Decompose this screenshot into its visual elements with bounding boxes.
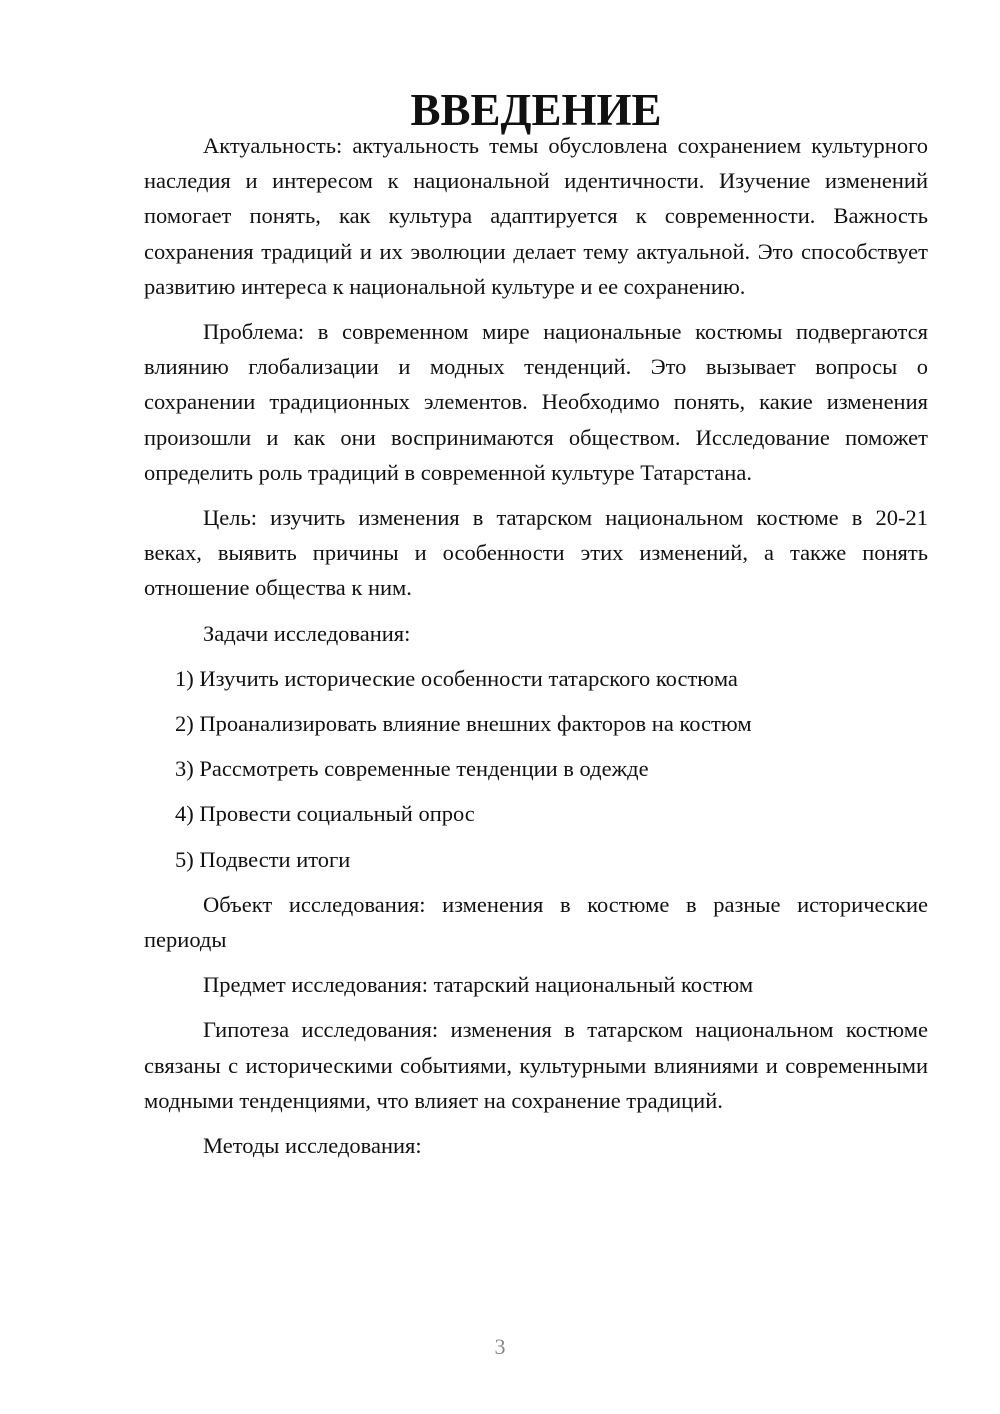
paragraph-hypothesis: Гипотеза исследования: изменения в татарском национальном костюме связаны с историческими событиями, культурными влияниями и современными модными тенденциями, что влияет на сохранение традиций.: [144, 1017, 928, 1113]
paragraph-subject: Предмет исследования: татарский национальный костюм: [203, 972, 754, 998]
paragraph-problem: Проблема: в современном мире национальные костюмы подвергаются влиянию глобализации и модных тенденций. Это вызывает вопросы о сохранении традиционных элементов. Необходимо понять, какие изменения произошли и как они воспринимаются обществом. Исследование поможет определить роль традиций в современной культуре Татарстана.: [144, 319, 928, 485]
paragraph-tasks-heading: Задачи исследования:: [203, 620, 411, 646]
tasks-list: [144, 661, 928, 877]
paragraph-methods-heading: Методы исследования:: [203, 1133, 422, 1159]
list-item: 4) Провести социальный опрос: [175, 801, 475, 827]
section-title: ВВЕДЕНИЕ: [410, 85, 662, 135]
list-item: 5) Подвести итоги: [175, 846, 351, 872]
paragraph-relevance: Актуальность: актуальность темы обусловлена сохранением культурного наследия и интересом к национальной идентичности. Изучение изменений помогает понять, как культура адаптируется к современности. Важность сохранения традиций и их эволюции делает тему актуальной. Это способствует развитию интереса к национальной культуре и ее сохранению.: [144, 133, 928, 299]
list-item: 3) Рассмотреть современные тенденции в одежде: [175, 756, 649, 782]
list-item: 1) Изучить исторические особенности татарского костюма: [175, 665, 738, 691]
document-page: [144, 85, 928, 1173]
page-number: 3: [494, 1334, 506, 1359]
list-item: 2) Проанализировать влияние внешних факторов на костюм: [175, 711, 752, 737]
paragraph-goal: Цель: изучить изменения в татарском национальном костюме в 20-21 веках, выявить причины и особенности этих изменений, а также понять отношение общества к ним.: [144, 505, 928, 601]
paragraph-object: Объект исследования: изменения в костюме в разные исторические периоды: [144, 891, 928, 953]
